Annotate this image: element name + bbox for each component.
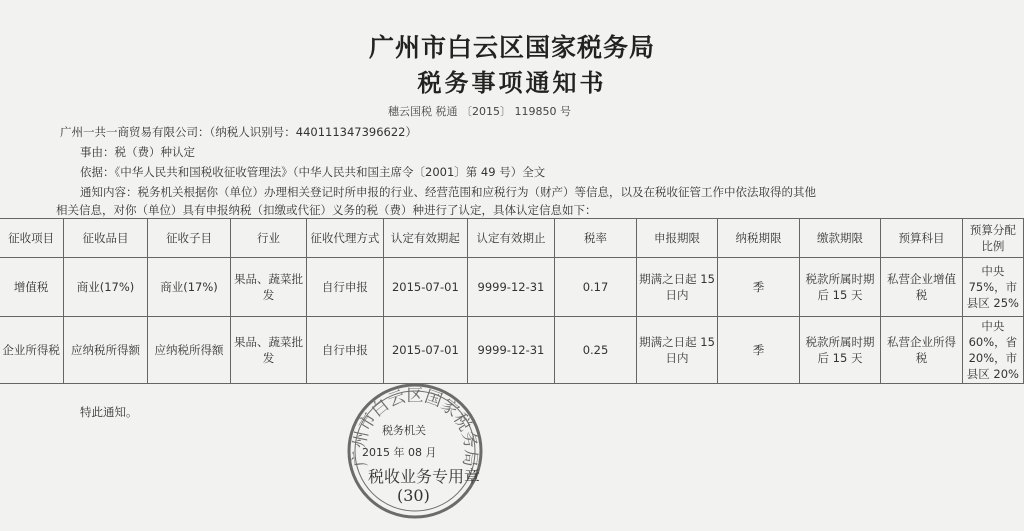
header-cell: 认定有效期止 [467, 219, 555, 258]
closing-remark: 特此通知。 [80, 405, 138, 419]
table-cell: 商业(17%) [147, 258, 231, 317]
header-cell: 征收项目 [0, 219, 64, 258]
table-cell: 应纳税所得额 [147, 317, 231, 384]
table-cell: 期满之日起 15 日内 [636, 317, 718, 384]
recipient-line: 广州一共一商贸易有限公司：（纳税人识别号：440111347396622） [60, 125, 417, 139]
table-cell: 季 [718, 317, 800, 384]
table-cell: 应纳税所得额 [64, 317, 148, 384]
header-cell: 申报期限 [636, 219, 718, 258]
table-header-row [0, 219, 1024, 258]
table-cell: 私营企业增值税 [881, 258, 963, 317]
issuer-title: 广州市白云区国家税务局 [368, 33, 655, 62]
header-cell: 税率 [555, 219, 637, 258]
header-cell: 征收代理方式 [306, 219, 383, 258]
table-cell: 2015-07-01 [384, 317, 468, 384]
notice-line-1: 通知内容：税务机关根据你（单位）办理相关登记时所申报的行业、经营范围和应税行为（财产）等信息，以及在税收征管工作中依法取得的其他 [80, 185, 816, 199]
seal-band-text: 税收业务专用章 [368, 467, 481, 486]
seal-number: (30) [397, 486, 430, 505]
document-number: 穗云国税 税通 〔2015〕 119850 号 [388, 105, 571, 118]
table-row [0, 317, 1024, 384]
table-cell: 税款所属时期后 15 天 [799, 317, 881, 384]
table-cell: 季 [718, 258, 800, 317]
notice-line-2: 相关信息，对你（单位）具有申报纳税（扣缴或代征）义务的税（费）种进行了认定，具体认定信息如下： [56, 203, 597, 217]
basis-line: 依据：《中华人民共和国税收征收管理法》（中华人民共和国主席令〔2001〕第 49 号）全文 [80, 165, 546, 179]
seal-inner-label: 税务机关 [382, 424, 426, 437]
table-cell: 税款所属时期后 15 天 [799, 258, 881, 317]
table-cell: 企业所得税 [0, 317, 64, 384]
header-cell: 预算分配比例 [962, 219, 1023, 258]
header-cell: 认定有效期起 [384, 219, 468, 258]
document-title: 税务事项通知书 [417, 68, 607, 97]
table-cell: 私营企业所得税 [881, 317, 963, 384]
header-cell: 征收子目 [147, 219, 231, 258]
table-row [0, 258, 1024, 317]
table-cell: 9999-12-31 [467, 258, 555, 317]
table-cell: 果品、蔬菜批发 [231, 317, 306, 384]
table-cell: 商业(17%) [64, 258, 148, 317]
table-cell: 增值税 [0, 258, 64, 317]
table-cell: 期满之日起 15 日内 [636, 258, 718, 317]
table-cell: 2015-07-01 [384, 258, 468, 317]
table-cell: 中央 75%，市县区 25% [962, 258, 1023, 317]
seal-ring-text: 广州市白云区国家税务局 [349, 385, 481, 469]
header-cell: 缴款期限 [799, 219, 881, 258]
table-cell: 自行申报 [306, 317, 383, 384]
table-cell: 中央 60%，省 20%，市县区 20% [962, 317, 1023, 384]
table-cell: 0.17 [555, 258, 637, 317]
seal-date: 2015 年 08 月 [362, 446, 437, 459]
tax-determination-table [0, 218, 1024, 384]
table-cell: 9999-12-31 [467, 317, 555, 384]
header-cell: 行业 [231, 219, 306, 258]
header-cell: 纳税期限 [718, 219, 800, 258]
subject-line: 事由：税（费）种认定 [80, 145, 195, 159]
header-cell: 预算科目 [881, 219, 963, 258]
table-cell: 自行申报 [306, 258, 383, 317]
header-cell: 征收品目 [64, 219, 148, 258]
table-cell: 果品、蔬菜批发 [231, 258, 306, 317]
official-seal [340, 376, 490, 526]
table-cell: 0.25 [555, 317, 637, 384]
